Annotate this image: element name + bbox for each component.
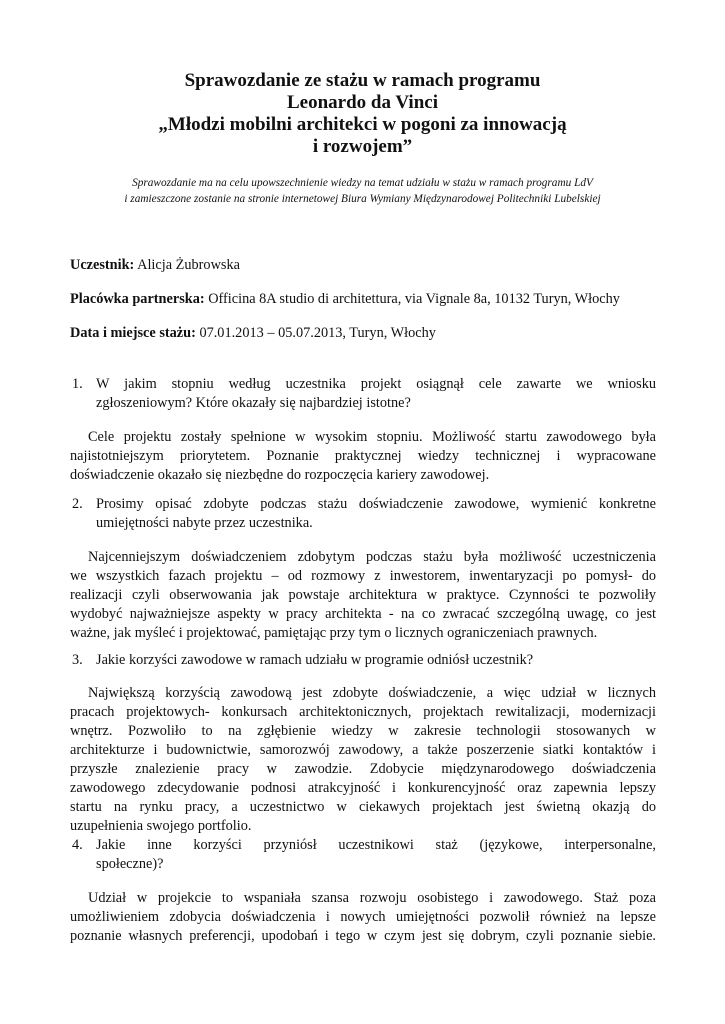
answer-1 [70, 428, 656, 485]
question-text-line: Prosimy opisać zdobyte podczas stażu doświadczenie zawodowe, wymienić konkretne [96, 496, 656, 512]
institution-value: Officina 8A studio di architettura, via Vignale 8a, 10132 Turyn, Włochy [208, 291, 620, 307]
answer-2 [70, 548, 656, 643]
document-title [60, 70, 665, 158]
question-number: 4. [72, 837, 83, 853]
title-line: Sprawozdanie ze stażu w ramach programu [184, 70, 541, 91]
title-line: „Młodzi mobilni architekci w pogoni za innowacją [158, 114, 567, 135]
answer-line: we wszystkich fazach projektu – od rozmowy z inwestorem, inwentaryzacji po pomysł- do [70, 568, 656, 584]
question-number: 2. [72, 496, 83, 512]
answer-line: Największą korzyścią zawodową jest zdobyte doświadczenie, a więc udział w licznych [88, 685, 656, 701]
subtitle-line: Sprawozdanie ma na celu upowszechnienie wiedzy na temat udziału w stażu w ramach programu LdV [132, 177, 593, 189]
answer-line: umożliwieniem zdobycia doświadczenia i nowych umiejętności pozwolił również na lepsze [70, 909, 656, 925]
question-1 [72, 375, 656, 413]
answer-line: ważne, jak myśleć i projektować, pamiętając przy tym o licznych ograniczeniach prawnych. [70, 625, 598, 641]
answer-line: Udział w projekcie to wspaniała szansa rozwoju osobistego i zawodowego. Staż poza [88, 890, 656, 906]
answer-line: startu na rynku pracy, a uczestnictwo w ciekawych projektach jest świetną okazją do [70, 799, 656, 815]
subtitle-line: i zamieszczone zostanie na stronie internetowej Biura Wymiany Międzynarodowej Politechniki Lubelskiej [124, 193, 601, 205]
answer-line: wydobyć najważniejsze aspekty w pracy architekta - na co zwracać szczególną uwagę, co jest [70, 606, 656, 622]
answer-line: doświadczenie okazało się niezbędne do rozpoczęcia kariery zawodowej. [70, 467, 490, 483]
participant-label: Uczestnik: [70, 257, 135, 273]
title-line: Leonardo da Vinci [287, 92, 438, 113]
answer-line: Najcenniejszym doświadczeniem zdobytym podczas stażu była możliwość uczestniczenia [88, 549, 656, 565]
answer-line: przyszłe znalezienie pracy w zawodzie. Zdobycie międzynarodowego doświadczenia [70, 761, 656, 777]
answer-line: poznanie własnych preferencji, upodobań i tego w czym jest się dobrym, czyli poznanie siebie. [70, 928, 656, 944]
question-text-line: Jakie korzyści zawodowe w ramach udziału w programie odniósł uczestnik? [96, 652, 534, 668]
question-text-line: umiejętności nabyte przez uczestnika. [96, 515, 313, 531]
answer-line: wnętrz. Pozwoliło to na zgłębienie wiedzy w zakresie technologii stosowanych w [70, 723, 656, 739]
answer-line: architekturze i budownictwie, samorozwój zawodowy, a także poszerzenie siatki kontaktów i [70, 742, 656, 758]
question-2 [72, 495, 656, 533]
answer-4 [70, 889, 656, 946]
document-subtitle [60, 175, 665, 207]
question-3 [72, 651, 656, 670]
institution-field [70, 290, 670, 308]
answer-line: najistotniejszym priorytetem. Poznanie praktycznej wiedzy technicznej i wypracowane [70, 448, 656, 464]
date-field [70, 324, 670, 342]
question-text-line: zgłoszeniowym? Które okazały się najbardziej istotne? [96, 395, 411, 411]
question-text-line: W jakim stopniu według uczestnika projekt osiągnął cele zawarte we wniosku [96, 376, 656, 392]
question-text-line: Jakie inne korzyści przyniósł uczestnikowi staż (językowe, interpersonalne, [96, 837, 656, 853]
title-line: i rozwojem” [312, 136, 413, 157]
date-value: 07.01.2013 – 05.07.2013, Turyn, Włochy [199, 325, 436, 341]
answer-line: uzupełnienia swojego portfolio. [70, 818, 252, 834]
date-label: Data i miejsce stażu: [70, 325, 196, 341]
question-number: 3. [72, 652, 83, 668]
answer-line: Cele projektu zostały spełnione w wysokim stopniu. Możliwość startu zawodowego była [88, 429, 656, 445]
answer-3 [70, 684, 656, 836]
answer-line: zawodowego zdecydowanie podnosi atrakcyjność i konkurencyjność oraz zapewnia lepszy [70, 780, 656, 796]
question-4 [72, 836, 656, 874]
answer-line: pracach projektowych- konkursach architektonicznych, projektach rewitalizacji, modernizacji [70, 704, 656, 720]
question-number: 1. [72, 376, 83, 392]
participant-value: Alicja Żubrowska [137, 257, 240, 273]
answer-line: realizacji czyli obserwowania jak powstaje architektura w praktyce. Czynności te pozwoliły [70, 587, 656, 603]
institution-label: Placówka partnerska: [70, 291, 205, 307]
participant-field [70, 256, 670, 274]
question-text-line: społeczne)? [96, 856, 164, 872]
